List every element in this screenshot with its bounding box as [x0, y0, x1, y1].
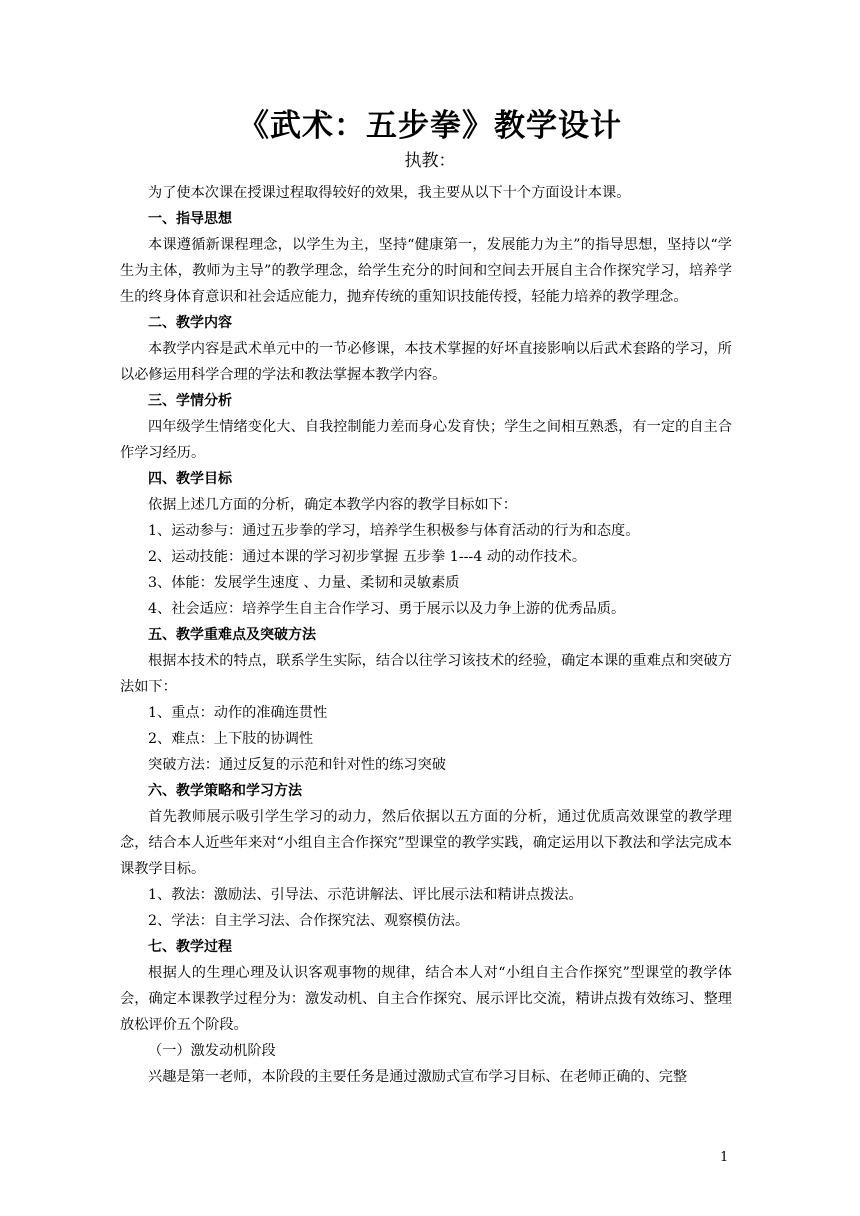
strategies-lead: 首先教师展示吸引学生学习的动力，然后依据以五方面的分析，通过优质高效课堂的教学理念，结合本人近些年来对“小组自主合作探究”型课堂的教学实践，确定运用以下教法和学法完成本课教学目标。 [120, 809, 732, 877]
section-heading-strategies: 六、教学策略和学习方法 [148, 783, 302, 799]
key-point-item: 突破方法：通过反复的示范和针对性的练习突破 [148, 757, 446, 773]
key-point-item: 1、重点：动作的准确连贯性 [148, 705, 328, 721]
section-heading-key-points: 五、教学重难点及突破方法 [148, 627, 316, 643]
strategy-item: 2、学法：自主学习法、合作探究法、观察模仿法。 [148, 913, 470, 929]
document-title: 《武术：五步拳》教学设计 [238, 108, 622, 144]
document-body [120, 180, 732, 1090]
page-number: 1 [720, 1150, 729, 1165]
objective-item: 3、体能：发展学生速度 、力量、柔韧和灵敏素质 [148, 575, 460, 591]
section-heading-process: 七、教学过程 [148, 939, 232, 955]
section-text-content: 本教学内容是武术单元中的一节必修课，本技术掌握的好坏直接影响以后武术套路的学习，所以必修运用科学合理的学法和教法掌握本教学内容。 [120, 341, 732, 383]
section-text-guiding-thought: 本课遵循新课程理念，以学生为主，坚持“健康第一，发展能力为主”的指导思想，坚持以“学生为主体，教师为主导”的教学理念，给学生充分的时间和空间去开展自主合作探究学习，培养学生的终身体育意识和社会适应能力，抛弃传统的重知识技能传授，轻能力培养的教学理念。 [120, 237, 732, 305]
objectives-lead: 依据上述几方面的分析，确定本教学内容的教学目标如下： [148, 497, 517, 513]
section-heading-guiding-thought: 一、指导思想 [148, 211, 232, 227]
section-heading-objectives: 四、教学目标 [148, 471, 232, 487]
objective-item: 1、运动参与：通过五步拳的学习，培养学生积极参与体育活动的行为和态度。 [148, 523, 640, 539]
objective-item: 4、社会适应：培养学生自主合作学习、勇于展示以及力争上游的优秀品质。 [148, 601, 626, 617]
stage-heading-motivation: （一）激发动机阶段 [148, 1043, 276, 1059]
key-points-lead: 根据本技术的特点，联系学生实际，结合以往学习该技术的经验，确定本课的重难点和突破方法如下： [120, 653, 732, 695]
objective-item: 2、运动技能：通过本课的学习初步掌握 五步拳 1---4 动的动作技术。 [148, 549, 587, 565]
intro-paragraph: 为了使本次课在授课过程取得较好的效果，我主要从以下十个方面设计本课。 [148, 185, 631, 201]
strategy-item: 1、教法：激励法、引导法、示范讲解法、评比展示法和精讲点拨法。 [148, 887, 583, 903]
instructor-label: 执教： [404, 151, 456, 171]
section-heading-learner-analysis: 三、学情分析 [148, 393, 232, 409]
stage-text-motivation: 兴趣是第一老师，本阶段的主要任务是通过激励式宣布学习目标、在老师正确的、完整 [148, 1069, 688, 1085]
section-heading-content: 二、教学内容 [148, 315, 232, 331]
process-lead: 根据人的生理心理及认识客观事物的规律，结合本人对“小组自主合作探究”型课堂的教学体会，确定本课教学过程分为：激发动机、自主合作探究、展示评比交流，精讲点拨有效练习、整理放松评价五个阶段。 [120, 965, 732, 1033]
section-text-learner-analysis: 四年级学生情绪变化大、自我控制能力差而身心发育快；学生之间相互熟悉，有一定的自主合作学习经历。 [120, 419, 732, 461]
key-point-item: 2、难点：上下肢的协调性 [148, 731, 314, 747]
